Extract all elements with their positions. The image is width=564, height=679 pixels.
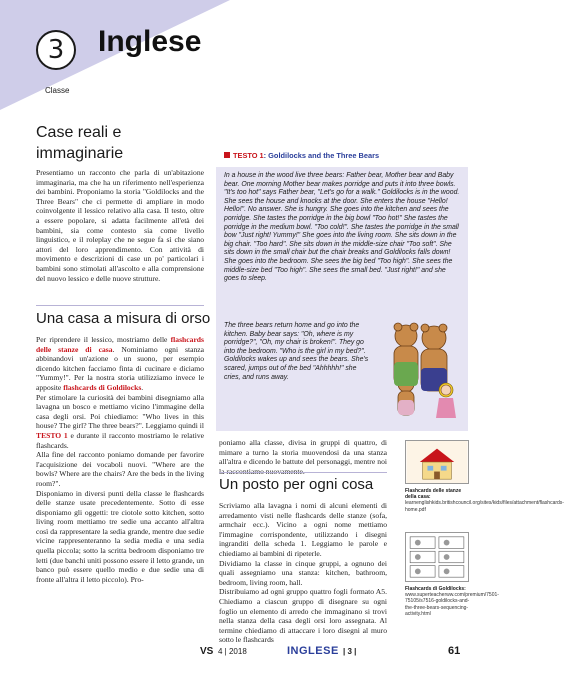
section2-title: Un posto per ogni cosa [219,476,374,493]
section2-rule [219,472,387,473]
issue-number: 4 | 2018 [218,647,247,656]
middle-paragraph: poniamo alla classe, divisa in gruppi di quattro, di mimare a turno la storia muovendosi da una stanza all'altra e dicendo le battute del personaggi, mentre noi [219,438,387,467]
section2-text [219,501,387,645]
page-footer [0,642,500,662]
bullet-square-icon [224,152,230,158]
section1-paragraph-3: Alla fine del racconto poniamo domande per favorire l'acquisizione dei vocaboli nuovi. "Where are the bowls? Where are the chairs? Are the beds in the living room?". [36,450,204,488]
section1-text [36,335,204,584]
section2-paragraph-2: Dividiamo la classe in cinque gruppi, a ognuno dei quali assegniamo una stanza: kitchen, bathroom, bedroom, living room, hall. [219,558,387,587]
three-bears-illustration [384,318,464,428]
subject-title: Inglese [98,25,202,58]
section1-title: Una casa a misura di orso [36,310,211,327]
lead-paragraph: Presentiamo un racconto che parla di un'abitazione immaginaria, ma che ha un riferimento nell'esperienza dei bambini. Proponiamo la storia "Goldilocks and the Three Bears" che ci permette di ampliare in modo coinvolgente il lessico relativo alla casa. Il testo, oltre a essere popolare, si adatta facilmente all'età dei bambini, sia come contesto sia come livello linguistico, e il roleplay che ne segue fa sì che siano attori del loro apprendimento. Con attività di movimento e descrizioni di case un po' particolari i bambini sono stimolati all'ascolto e alla comprensione del nuovo lessico e delle nuove strutture. [36,168,204,283]
flashcards-rooms-link[interactable]: flashcards delle stanze di casa [36,335,204,354]
text-box-label: TESTO 1: Goldilocks and the Three Bears [224,151,379,160]
class-number-badge [36,30,76,70]
page-number: 61 [448,645,461,657]
goldilocks-flashcards-reference[interactable]: Flashcards di Goldilocks: www.superteacherww.com/premium/7501-75105/s7516-goldilocks-and-the-three-bears-sequencing-activity.html [405,586,499,617]
rooms-flashcards-reference[interactable]: Flashcards delle stanze della casa: learnenglishkids.britishcouncil.org/sites/kids/files/attachment/flashcards-home.pdf [405,488,564,513]
class-number: 3 [47,35,65,65]
rooms-flashcards-thumbnail[interactable] [405,440,469,484]
magazine-logo: VS [200,646,214,657]
section2-paragraph-1: Scriviamo alla lavagna i nomi di alcuni elementi di arredamento visti nelle flashcards delle stanze (sofa, armchair ecc.). Vicino a ogni nome mettiamo l'immagine corrispondente, utilizzando i disegni ingranditi della scheda 1. Leggiamo le parole e chiediamo ai bambini di ripeterle. [219,501,387,558]
footer-subject: INGLESE [287,645,339,657]
section1-paragraph-4: Disponiamo in diversi punti della classe le flashcards delle stanze usate precedentemente. Sotto di esse disponiamo gli oggetti: tre ciotole sotto kitchen, sotto living room mettiamo tre sedie una accanto all'altra così da rappresentare la sedia grande, mentre due sedie vicine rappresenteranno la sedia media e una sedia quella piccola; sotto la scritta bedroom disponiamo tre letti (due banchi uniti possono essere il letto grande, un banco può essere quello medio e due sedie una di fronte all'altra il letto piccolo). Pro- [36,488,204,584]
section1-paragraph-1: Per riprendere il lessico, mostriamo delle flashcards delle stanze di casa. Nominiamo ogni stanza abbinandovi un'azione o un suono, per esempio dicendo kitchen facciamo finta di cucinare e diciamo "Yummy!". Per la nostra storia utilizziamo invece le apposite flashcards di Goldilocks. [36,335,204,392]
class-label: Classe [45,86,70,95]
section1-rule [36,305,204,306]
testo1-reference: TESTO 1 [36,430,68,440]
lead-title: Case reali e immaginarie [36,124,124,162]
story-text-end: The three bears return home and go into the kitchen. Baby bear says: "Oh, where is my porridge?", "Oh, my chair is broken!". They go into the bedroom. "Who is the girl in my bed?". Goldilocks wakes up and sees the bears. She's scared, jumps out of the bed "Ahhhhh!" she cries, and runs away. [224,322,369,381]
story-text: In a house in the wood live three bears: Father bear, Mother bear and Baby bear. One morning Mother bear makes porridge and puts it into three bowls. "It's too hot" says Father bear, "Let's go for a walk." Goldilocks is in the wood. She sees the house and knocks at the door. She enters the house "Hello! Hello!". No answer. She is hungry. She goes into the kitchen and sees the porridge. She tastes the porridge in the big bowl "Too hot!" She tastes the porridge in the medium bowl. "Too cold!". She tastes the porridge in the small bow "Just right! Yummy!" She goes into the living room. She sits down in the big chair. "Too hard". She sits down in the middle-size chair "Too soft". She sits down in the small chair but the chair breaks and Goldilocks falls down! She goes into the bedroom. She sees the big bed "Too high". She sees the middle-size bed "Too high". She sees the small bed. "Just right!" and she goes to sleep. [224,172,460,283]
footer-class: | 3 | [343,647,357,656]
section1-paragraph-2: Per stimolare la curiosità dei bambini disegniamo alla lavagna un bosco e mettiamo vicino l'immagine della casa degli orsi. Poi chiediamo: "Who lives in this house? The girl? The three bears?". Leggiamo quindi il TESTO 1 e durante il racconto mostriamo le relative flashcards. [36,392,204,450]
section2-paragraph-3: Distribuiamo ad ogni gruppo quattro fogli formato A5. Chiediamo a ciascun gruppo di disegnare su ogni foglio un elemento di arredo che immaginano si trovi nella stanza della casa degli orsi loro assegnata. Al termine chiediamo di attaccare i loro disegni al muro sotto le flashcards [219,587,387,645]
flashcards-goldilocks-link[interactable]: flashcards di Goldilocks [63,382,142,392]
goldilocks-flashcards-thumbnail[interactable] [405,532,469,582]
